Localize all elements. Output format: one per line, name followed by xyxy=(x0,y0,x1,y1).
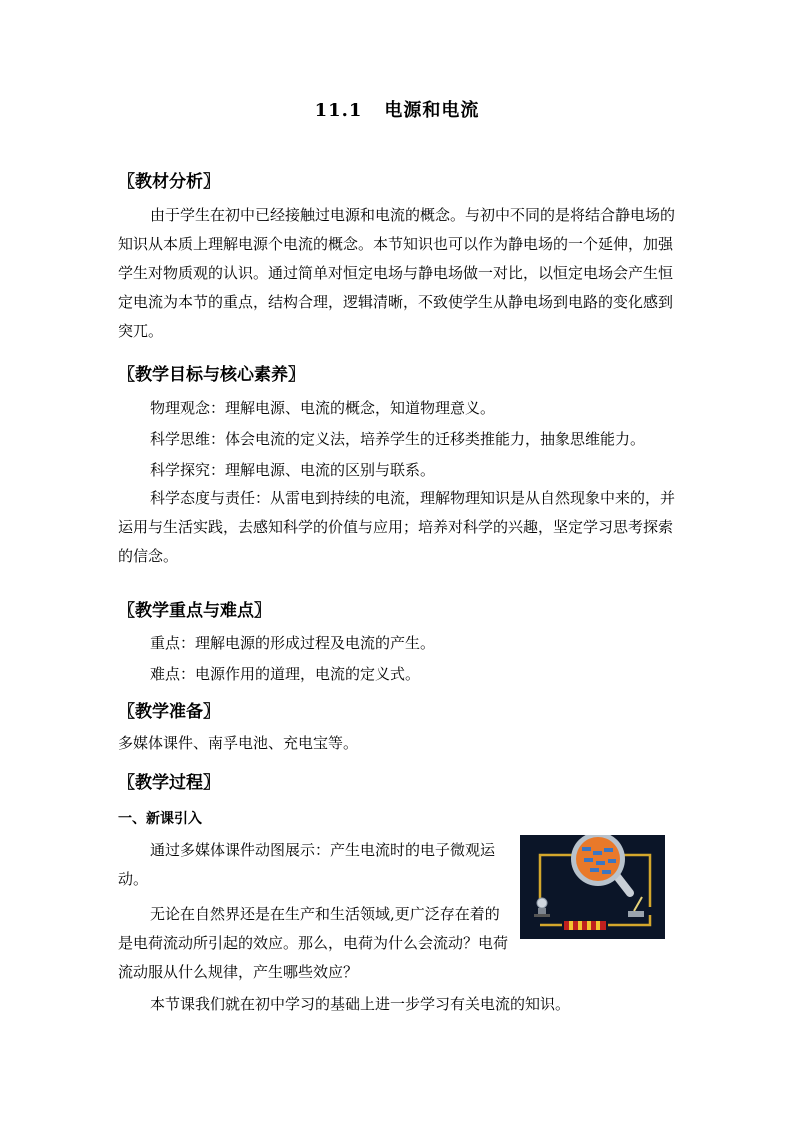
section-number: 11.1 xyxy=(314,100,363,121)
goal-item-scientific-inquiry: 科学探究：理解电源、电流的区别与联系。 xyxy=(150,461,436,479)
goal-item-physics-concept: 物理观念：理解电源、电流的概念，知道物理意义。 xyxy=(150,399,496,417)
analysis-paragraph: 由于学生在初中已经接触过电源和电流的概念。与初中不同的是将结合静电场的知识从本质上理解电源个电流的概念。本节知识也可以作为静电场的一个延伸，加强学生对物质观的认识。通过简单对恒定电场与静电场做一对比，以恒定电场会产生恒定电流为本节的重点，结构合理，逻辑清晰，不致使学生从静电场到电路的变化感到突兀。 xyxy=(118,206,676,340)
analysis-heading: 〖教材分析〗 xyxy=(118,172,220,192)
preparation-text: 多媒体课件、南孚电池、充电宝等。 xyxy=(118,734,359,752)
key-point: 重点：理解电源的形成过程及电流的产生。 xyxy=(150,634,436,652)
magnifier-circuit-illustration xyxy=(520,835,665,939)
goal-item-scientific-thinking: 科学思维：体会电流的定义法，培养学生的迁移类推能力，抽象思维能力。 xyxy=(150,430,646,448)
page-title xyxy=(0,96,794,122)
process-heading: 〖教学过程〗 xyxy=(118,773,220,793)
process-paragraph-3: 本节课我们就在初中学习的基础上进一步学习有关电流的知识。 xyxy=(150,995,571,1013)
preparation-heading: 〖教学准备〗 xyxy=(118,702,220,722)
section-title: 电源和电流 xyxy=(384,100,480,121)
process-paragraph-1: 通过多媒体课件动图展示：产生电流时的电子微观运动。 xyxy=(118,841,496,888)
keypoints-heading: 〖教学重点与难点〗 xyxy=(118,601,271,621)
goal-item-attitude: 科学态度与责任：从雷电到持续的电流，理解物理知识是从自然现象中来的，并运用与生活实践，去感知科学的价值与应用；培养对科学的兴趣，坚定学习思考探索的信念。 xyxy=(118,489,676,565)
process-paragraph-2: 无论在自然界还是在生产和生活领域,更广泛存在着的是电荷流动所引起的效应。那么，电荷为什么会流动？电荷流动服从什么规律，产生哪些效应？ xyxy=(118,905,509,981)
process-subheading-intro: 一、新课引入 xyxy=(118,811,202,827)
goals-heading: 〖教学目标与核心素养〗 xyxy=(118,365,305,385)
difficult-point: 难点：电源作用的道理，电流的定义式。 xyxy=(150,665,421,683)
